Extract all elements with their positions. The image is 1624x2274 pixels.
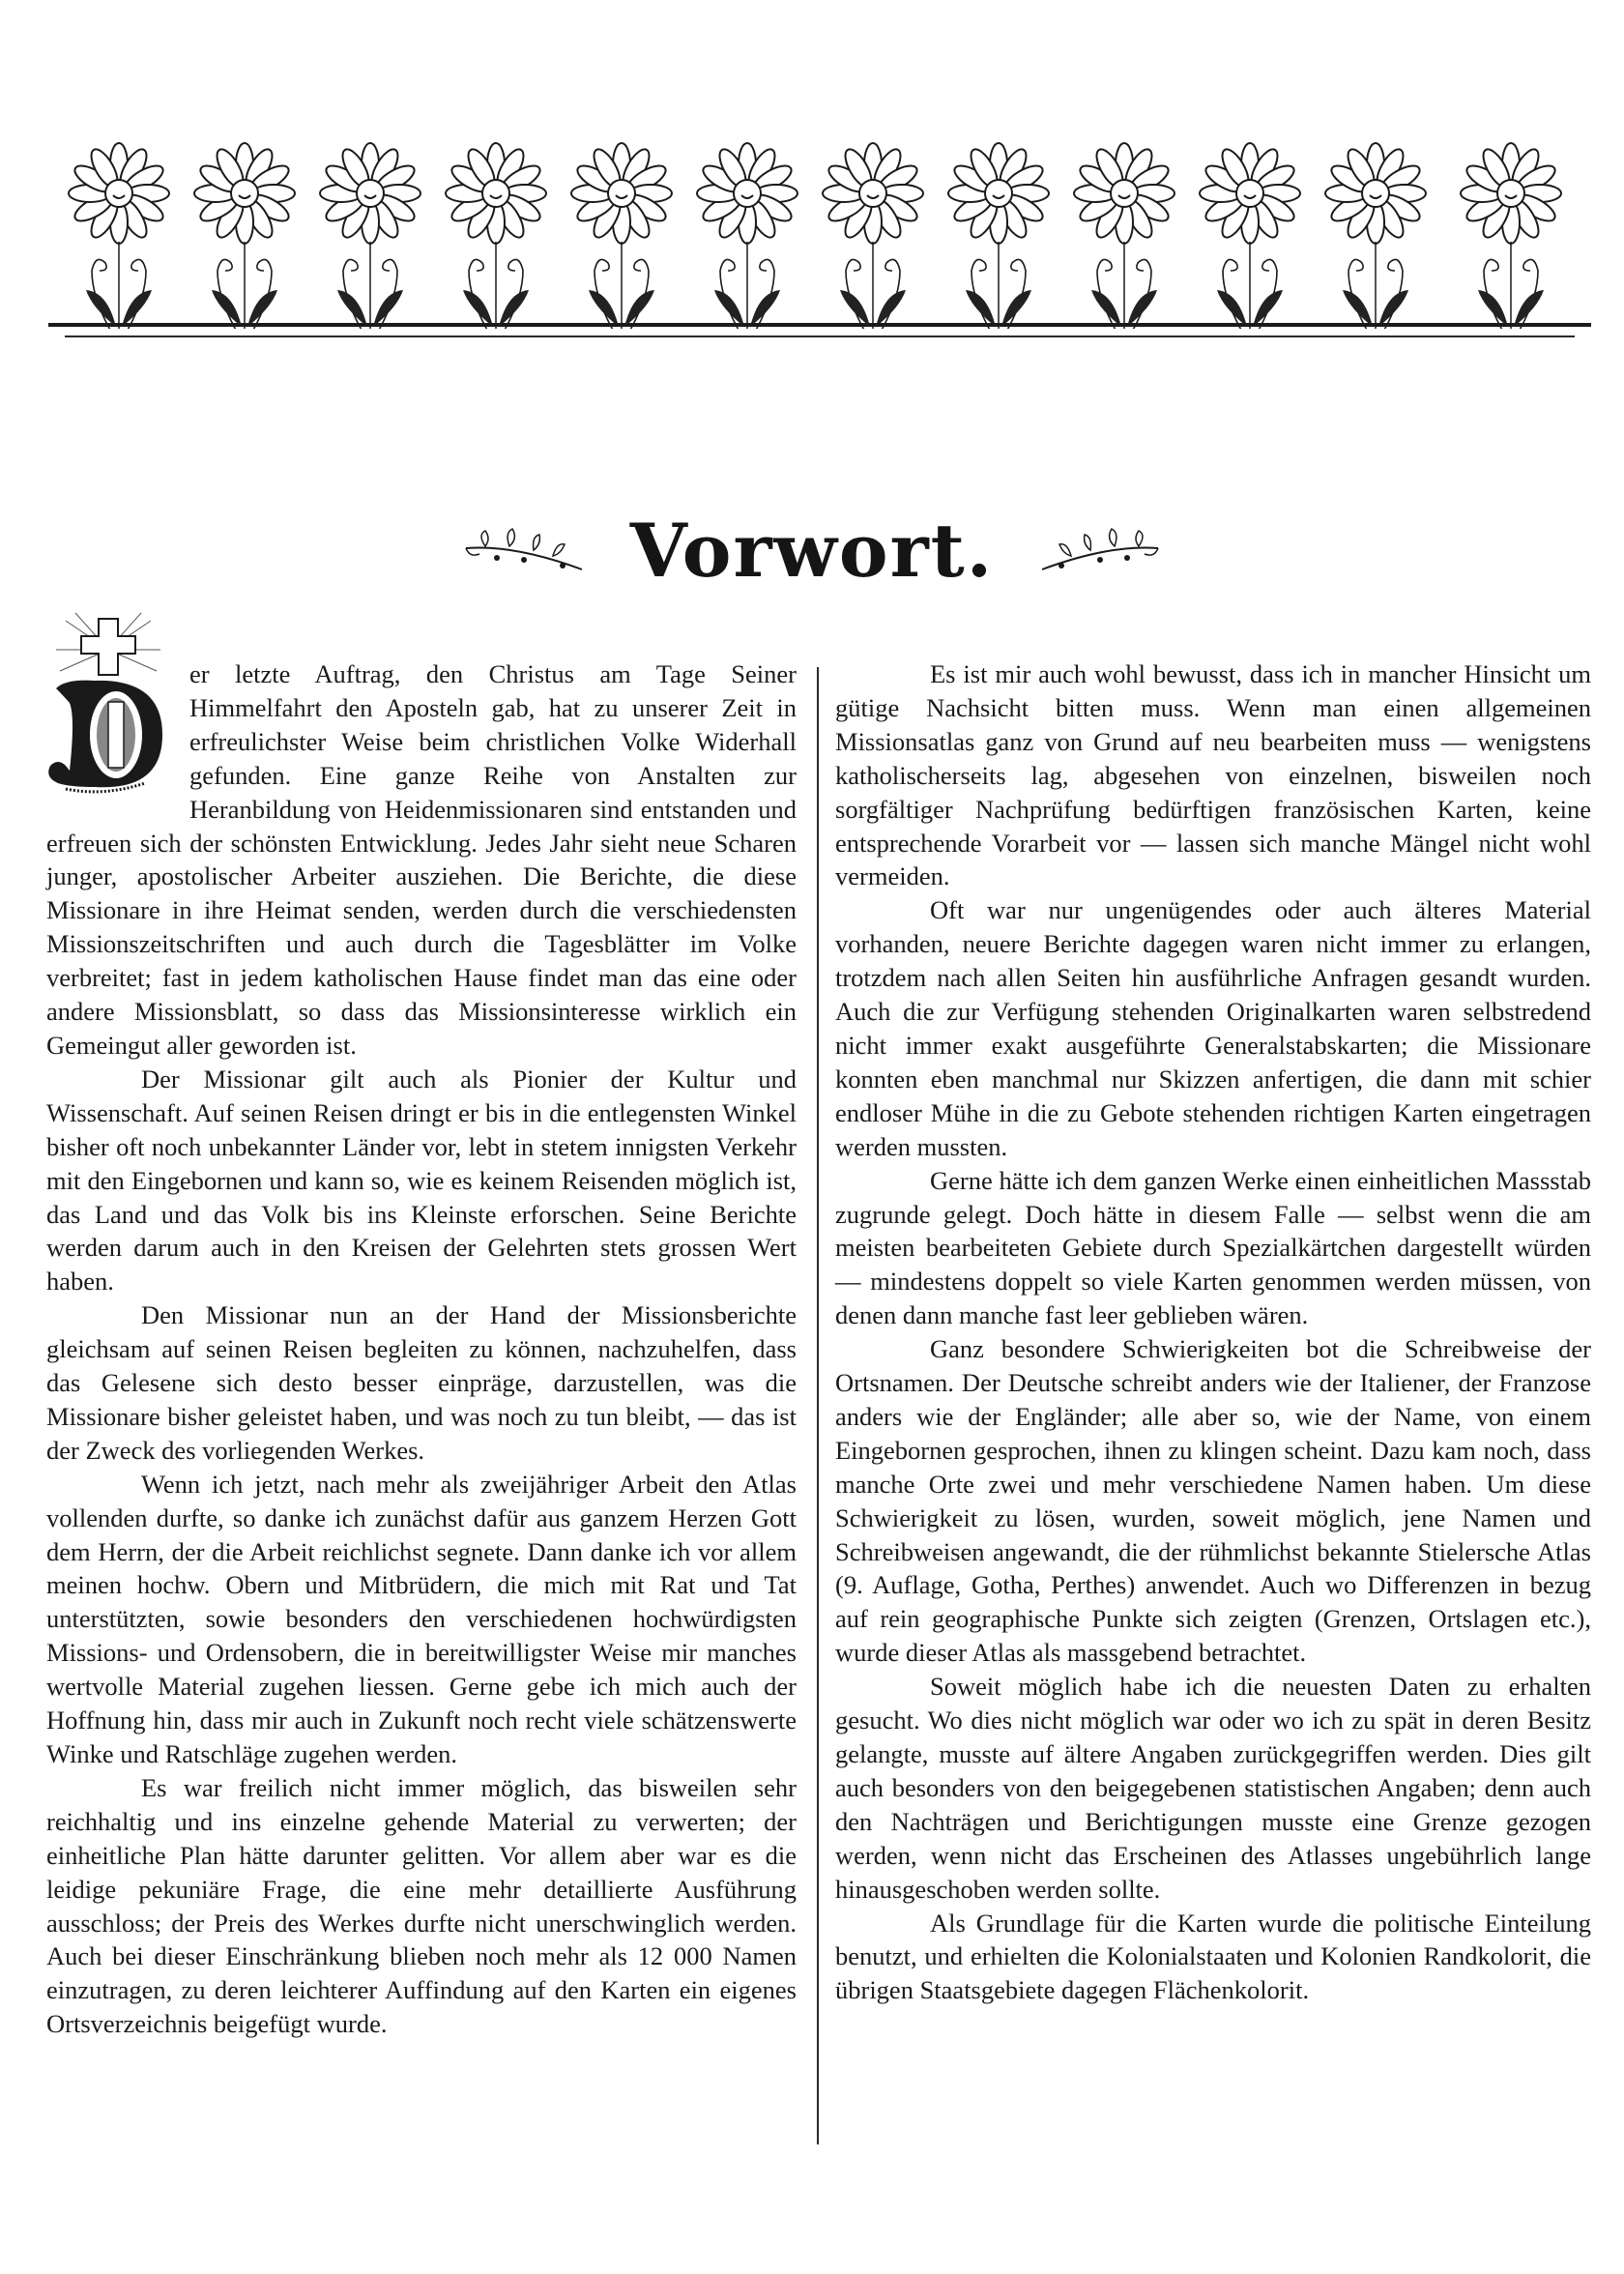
header-rule-thin — [65, 335, 1575, 337]
paragraph: Wenn ich jetzt, nach mehr als zweijähriger Arbeit den Atlas vollenden durfte, so danke ich zunächst dafür aus ganzem Herzen Gott dem Herrn, der die Arbeit reichlichst segnete. Dann danke ich vor allem meinen hochw. Obern und Mitbrüdern, die mich mit Rat und Tat unterstützten, sowie besonders den verschiedenen hochwürdigsten Missions- und Ordensobern, die in bereitwilligster Weise mir manches wertvolle Material zugehen liessen. Gerne gebe ich mich auch der Hoffnung hin, dass mir auch in Zukunft noch recht viele schätzenswerte Winke und Ratschläge zugehen werden. — [46, 1469, 797, 1768]
paragraph: Der Missionar gilt auch als Pionier der Kultur und Wissenschaft. Auf seinen Reisen dringt er bis in die entlegensten Winkel bisher oft noch unbekannter Länder vor, lebt in stetem innigsten Verkehr mit den Eingebornen und kann so, wie es keinem Reisenden möglich ist, das Land und das Volk bis ins Kleinste erforschen. Seine Berichte werden darum auch in den Kreisen der Gelehrten stets grossen Wert haben. — [46, 1064, 797, 1297]
left-column — [46, 657, 797, 2041]
paragraph: er letzte Auftrag, den Christus am Tage Seiner Himmelfahrt den Aposteln gab, hat zu unserer Zeit in erfreulichster Weise beim christlichen Volke Widerhall gefunden. Eine ganze Reihe von Anstalten zur Heranbildung von Heidenmissionaren sind entstanden und erfreuen sich der schönsten Entwicklung. Jedes Jahr sieht neue Scharen junger, apostolischer Arbeiter ausziehen. Die Berichte, die diese Missionare in ihre Heimat senden, werden durch die verschiedensten Missionszeitschriften und auch durch die Tagesblätter im Volke verbreitet; fast in jedem katholischen Hause findet man das eine oder andere Missionsblatt, so dass das Missionsinteresse wirklich ein Gemeingut aller geworden ist. — [46, 659, 797, 1060]
paragraph: Oft war nur ungenügendes oder auch älteres Material vorhanden, neuere Berichte dagegen waren nicht immer zu erlangen, trotzdem nach allen Seiten hin ausführliche Anfragen gesandt wurden. Auch die zur Verfügung stehenden Originalkarten waren selbstredend nicht immer exakt ausgeführte Generalstabskarten; die Missionare konnten eben manchmal nur Skizzen anfertigen, die dann mit schier endloser Mühe in die zu Gebote stehenden richtigen Karten eingetragen werden mussten. — [835, 895, 1591, 1161]
right-sprig-ornament — [1032, 527, 1168, 575]
paragraph: Gerne hätte ich dem ganzen Werke einen einheitlichen Massstab zugrunde gelegt. Doch hätte in diesem Falle — selbst wenn die am meisten bearbeiteten Gebiete durch Spezialkärtchen dargestellt würden — mindestens doppelt so viele Karten genommen werden müssen, von denen dann manche fast leer geblieben wären. — [835, 1165, 1591, 1330]
right-column — [835, 657, 1591, 2007]
dropcap-d-with-cross — [37, 611, 180, 795]
daisy-frieze-ornament — [0, 135, 1624, 329]
header-rule-thick — [48, 323, 1591, 327]
paragraph: Den Missionar nun an der Hand der Missionsberichte gleichsam auf seinen Reisen begleiten zu können, nachzuhelfen, dass das Gelesene sich desto besser einpräge, darzustellen, was die Missionare bisher geleistet haben, und was noch zu tun bleibt, — das ist der Zweck des vorliegenden Werkes. — [46, 1300, 797, 1465]
page-title: Vorwort. — [629, 508, 995, 594]
paragraph: Soweit möglich habe ich die neuesten Daten zu erhalten gesucht. Wo dies nicht möglich war oder wo ich zu spät in deren Besitz gelangte, musste auf ältere Angaben zurückgegriffen werden. Dies gilt auch besonders von den beigegebenen statistischen Angaben; denn auch den Nachträgen und Berichtigungen musste eine Grenze gezogen werden, wenn nicht das Erscheinen des Atlasses ungebührlich lange hinausgeschoben werden sollte. — [835, 1672, 1591, 1904]
left-sprig-ornament — [456, 527, 592, 575]
column-divider — [817, 667, 819, 2144]
paragraph: Ganz besondere Schwierigkeiten bot die Schreibweise der Ortsnamen. Der Deutsche schreibt anders wie der Italiener, der Franzose anders wie der Engländer; alle aber so, wie der Name, von einem Eingebornen gesprochen, ihnen zu klingen scheint. Dazu kam noch, dass manche Orte zwei und mehr verschiedene Namen haben. Um diese Schwierigkeit zu lösen, wurden, soweit möglich, jene Namen und Schreibweisen angewandt, die der rühmlichst bekannte Stielersche Atlas (9. Auflage, Gotha, Perthes) anwendet. Auch wo Differenzen in bezug auf rein geographische Punkte sich zeigten (Grenzen, Ortslagen etc.), wurde dieser Atlas als massgebend betrachtet. — [835, 1334, 1591, 1668]
paragraph: Als Grundlage für die Karten wurde die politische Einteilung benutzt, und erhielten die Kolonialstaaten und Kolonien Randkolorit, die übrigen Staatsgebiete dagegen Flächenkolorit. — [835, 1908, 1591, 2005]
title-row — [0, 503, 1624, 599]
paragraph: Es war freilich nicht immer möglich, das bisweilen sehr reichhaltig und ins einzelne gehende Material zu verwerten; der einheitliche Plan hätte darunter gelitten. Vor allem aber war es die leidige pekuniäre Frage, die eine mehr detaillierte Ausführung ausschloss; der Preis des Werkes durfte nicht unerschwinglich werden. Auch bei dieser Einschränkung blieben noch mehr als 12 000 Namen einzutragen, zu deren leichterer Auffindung auf den Karten ein eigenes Ortsverzeichnis beigefügt wurde. — [46, 1772, 797, 2039]
paragraph: Es ist mir auch wohl bewusst, dass ich in mancher Hinsicht um gütige Nachsicht bitten muss. Wenn man einen allgemeinen Missionsatlas ganz von Grund auf neu bearbeiten muss — wenigstens katholischerseits lag, abgesehen von einzelnen, bisweilen noch sorgfältiger Nachprüfung bedürftigen französischen Karten, keine entsprechende Vorarbeit vor — lassen sich manche Mängel nicht wohl vermeiden. — [835, 659, 1591, 891]
